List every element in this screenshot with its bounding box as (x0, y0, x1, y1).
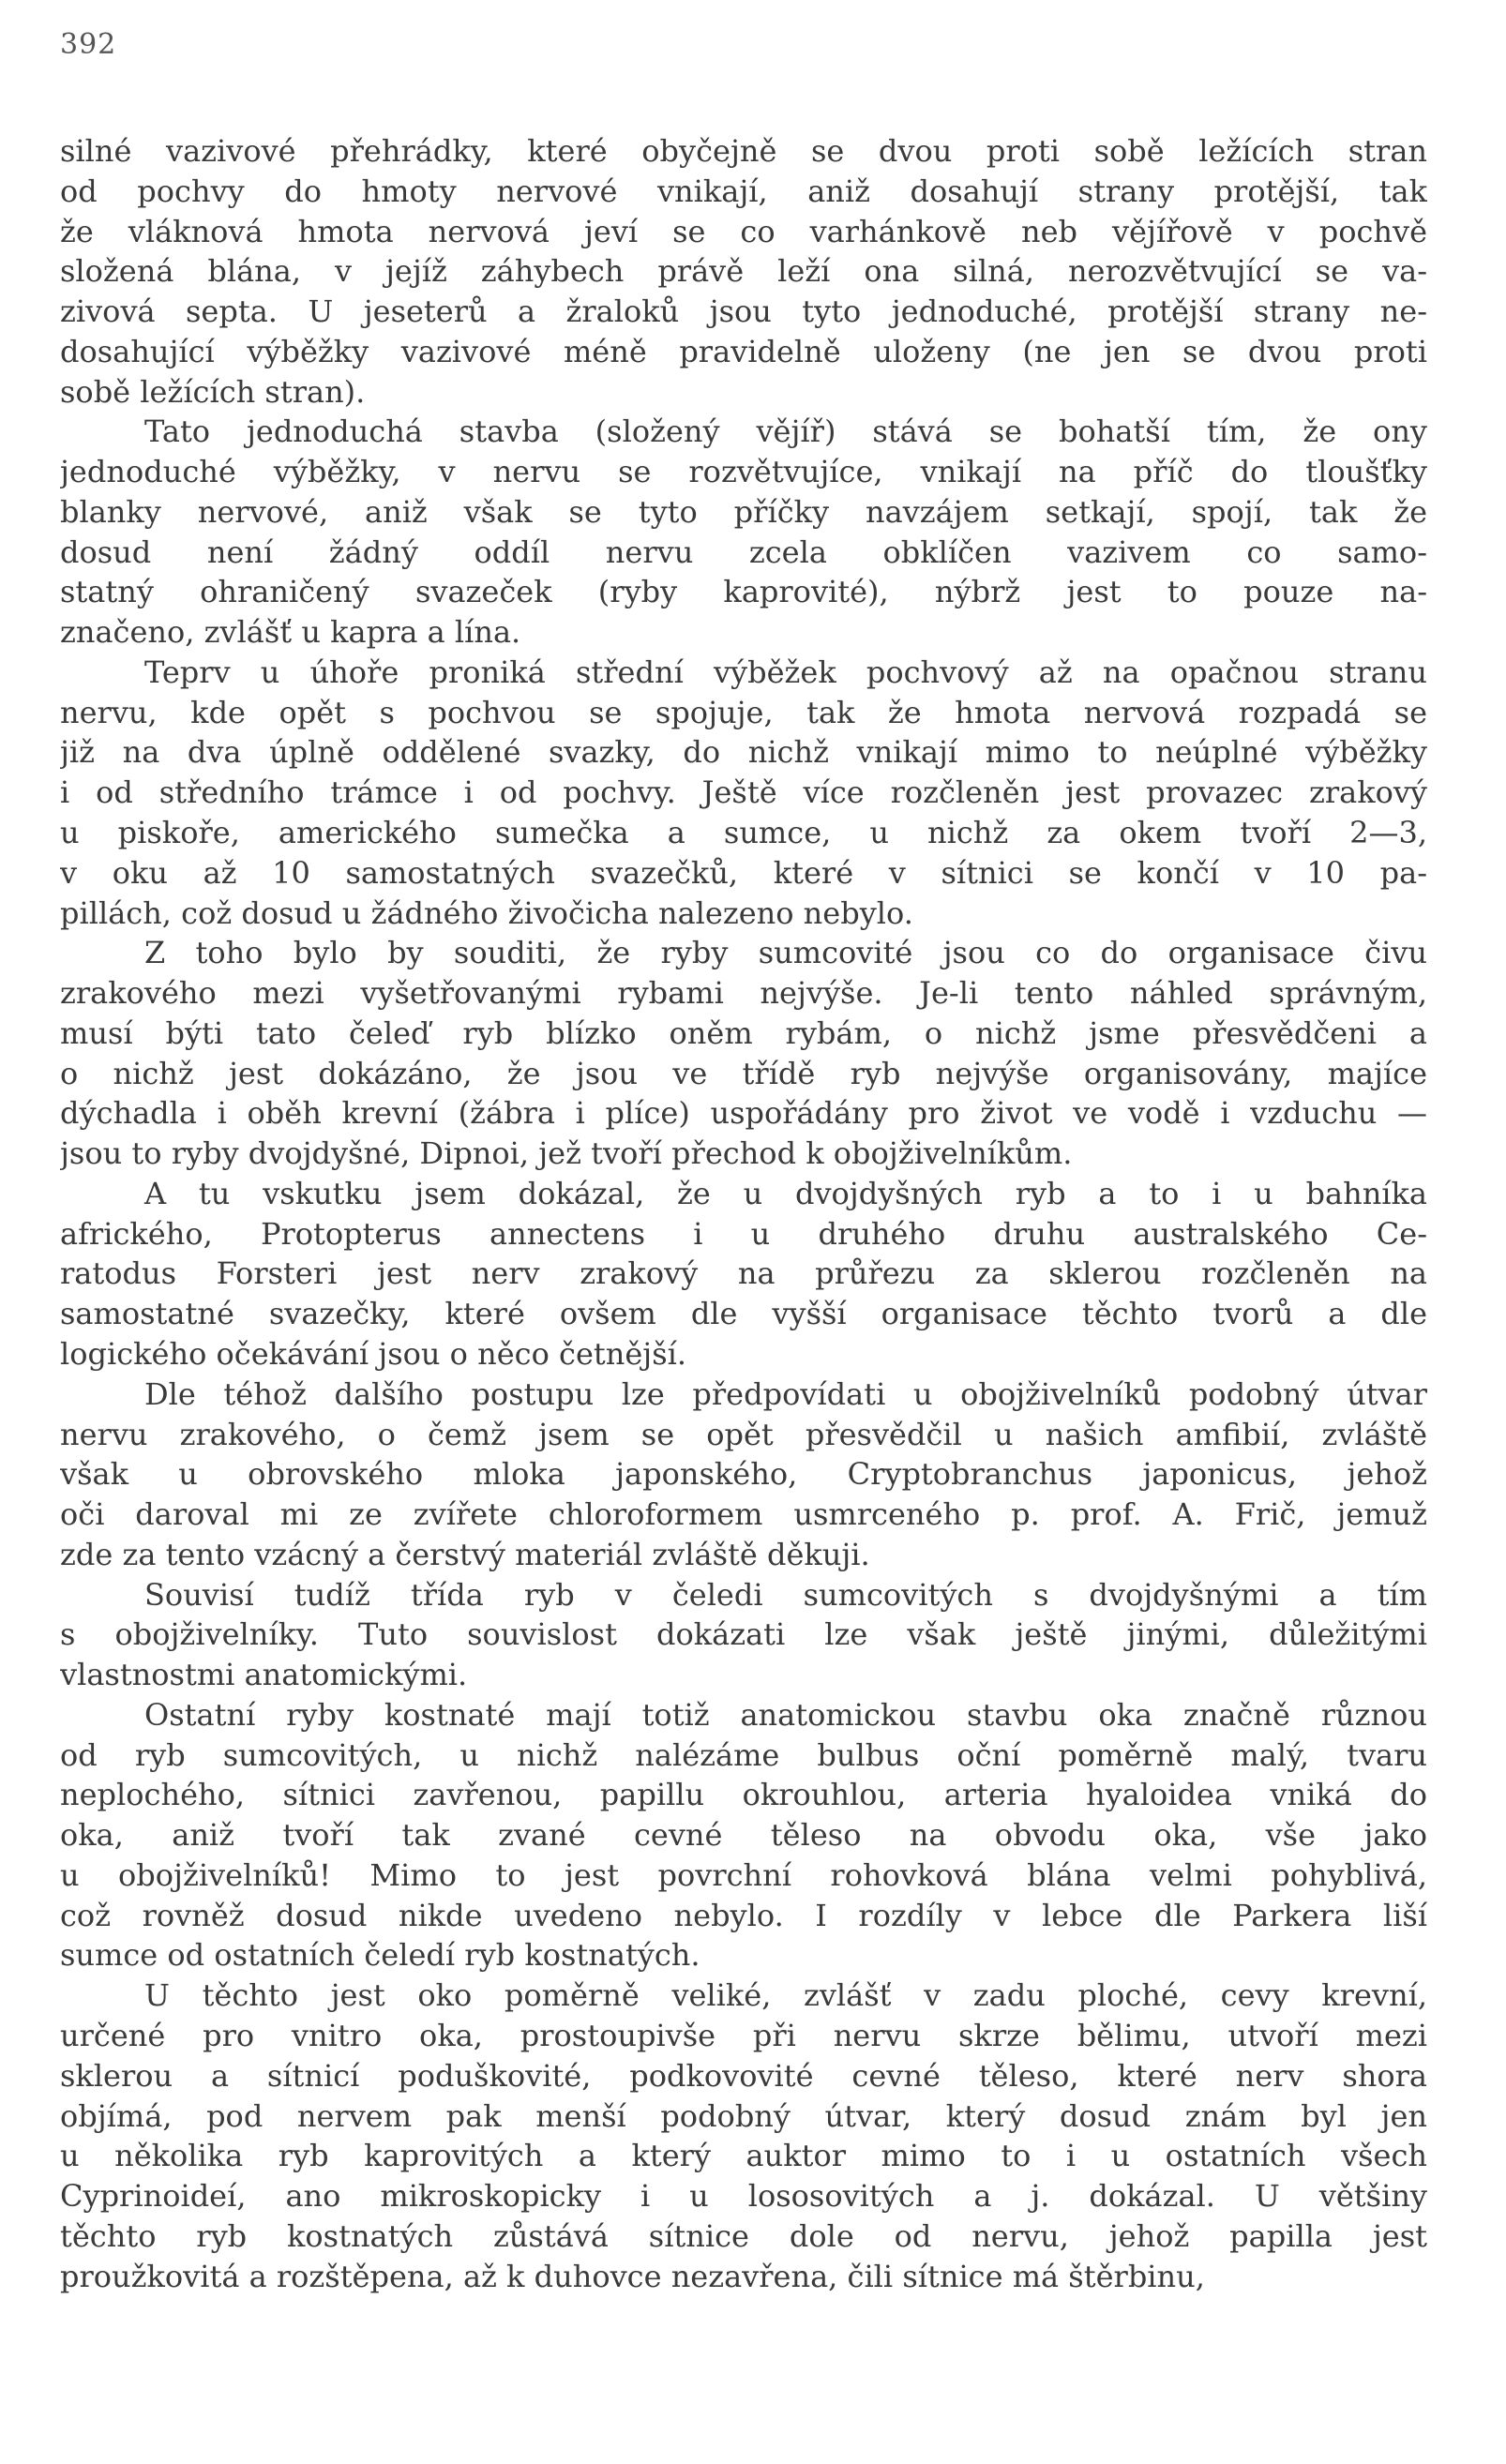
text-line: musí býti tato čeleď ryb blízko oněm rybám, o nichž jsme přesvědčeni a (60, 1014, 1427, 1051)
paragraph (60, 1695, 1427, 1976)
text-line: od ryb sumcovitých, u nichž nalézáme bulbus oční poměrně malý, tvaru (60, 1736, 1427, 1773)
text-line: těchto ryb kostnatých zůstává sítnice dole od nervu, jehož papilla jest (60, 2217, 1427, 2254)
text-line: v oku až 10 samostatných svazečků, které v sítnici se končí v 10 pa- (60, 854, 1427, 891)
text-line: samostatné svazečky, které ovšem dle vyšší organisace těchto tvorů a dle (60, 1296, 1427, 1332)
text-line: vlastnostmi anatomickými. (60, 1657, 468, 1693)
text-line: u piskoře, amerického sumečka a sumce, u nichž za okem tvoří 2—3, (60, 815, 1427, 851)
text-line: objímá, pod nervem pak menší podobný útvar, který dosud znám byl jen (60, 2097, 1427, 2134)
text-line: což rovněž dosud nikde uvedeno nebylo. I rozdíly v lebce dle Parkera liší (60, 1897, 1427, 1933)
text-line: sobě ležících stran). (60, 373, 366, 410)
text-line: Cyprinoideí, ano mikroskopicky i u lososovitých a j. dokázal. U většiny (60, 2178, 1427, 2215)
text-line: oči daroval mi ze zvířete chloroformem usmrceného p. prof. A. Frič, jemuž (60, 1496, 1427, 1533)
paragraph (60, 653, 1427, 933)
text-line: jsou to ryby dvojdyšné, Dipnoi, jež tvoří přechod k obojživelníkům. (60, 1135, 1073, 1172)
text-line: Tato jednoduchá stavba (složený vějíř) stává se bohatší tím, že ony (144, 413, 1427, 450)
text-line: dýchadla i oběh krevní (žábra i plíce) uspořádány pro život ve vodě i vzduchu — (60, 1095, 1427, 1132)
text-line: oka, aniž tvoří tak zvané cevné těleso na obvodu oka, vše jako (60, 1817, 1427, 1854)
text-line: jednoduché výběžky, v nervu se rozvětvujíce, vnikají na příč do tloušťky (60, 454, 1427, 490)
paragraph (60, 412, 1427, 653)
paragraph (60, 131, 1427, 412)
text-line: nervu zrakového, o čemž jsem se opět přesvědčil u našich amfibií, zvláště (60, 1416, 1427, 1452)
text-line: určené pro vnitro oka, prostoupivše při nervu skrze bělimu, utvoří mezi (60, 2017, 1427, 2053)
page-number: 392 (60, 28, 117, 61)
text-line: od pochvy do hmoty nervové vnikají, aniž dosahují strany protější, tak (60, 173, 1427, 209)
text-line: u několika ryb kaprovitých a který auktor mimo to i u ostatních všech (60, 2138, 1427, 2174)
text-line: neplochého, sítnici zavřenou, papillu okrouhlou, arteria hyaloidea vniká do (60, 1777, 1427, 1813)
paragraph (60, 1976, 1427, 2296)
text-line: zivová septa. U jeseterů a žraloků jsou tyto jednoduché, protější strany ne- (60, 293, 1427, 330)
paragraph (60, 1375, 1427, 1575)
text-line: dosahující výběžky vazivové méně pravidelně uloženy (ne jen se dvou proti (60, 333, 1427, 369)
text-line: že vláknová hmota nervová jeví se co varhánkově neb vějířově v pochvě (60, 213, 1427, 249)
text-line: sumce od ostatních čeledí ryb kostnatých. (60, 1937, 700, 1974)
text-line: Z toho bylo by souditi, že ryby sumcovité jsou co do organisace čivu (144, 935, 1427, 971)
text-line: Dle téhož dalšího postupu lze předpovídati u obojživelníků podobný útvar (144, 1375, 1427, 1412)
text-line: blanky nervové, aniž však se tyto příčky navzájem setkají, spojí, tak že (60, 493, 1427, 530)
text-line: již na dva úplně oddělené svazky, do nichž vnikají mimo to neúplné výběžky (60, 734, 1427, 771)
text-line: i od středního trámce i od pochvy. Ještě více rozčleněn jest provazec zrakový (60, 774, 1427, 811)
text-line: nervu, kde opět s pochvou se spojuje, tak že hmota nervová rozpadá se (60, 694, 1427, 730)
text-line: sklerou a sítnicí poduškovité, podkovovité cevné těleso, které nerv shora (60, 2057, 1427, 2094)
text-line: proužkovitá a rozštěpena, až k duhovce nezavřena, čili sítnice má štěrbinu, (60, 2258, 1205, 2294)
text-line: afrického, Protopterus annectens i u druhého druhu australského Ce- (60, 1215, 1427, 1252)
text-line: s obojživelníky. Tuto souvislost dokázati lze však ještě jinými, důležitými (60, 1616, 1427, 1653)
text-line: však u obrovského mloka japonského, Cryptobranchus japonicus, jehož (60, 1456, 1427, 1493)
text-line: Teprv u úhoře proniká střední výběžek pochvový až na opačnou stranu (144, 654, 1427, 690)
paragraph (60, 1575, 1427, 1695)
text-line: dosud není žádný oddíl nervu zcela obklíčen vazivem co samo- (60, 533, 1427, 570)
text-line: U těchto jest oko poměrně veliké, zvlášť v zadu ploché, cevy krevní, (144, 1977, 1427, 2014)
text-line: Souvisí tudíž třída ryb v čeledi sumcovitých s dvojdyšnými a tím (144, 1576, 1427, 1613)
text-line: ratodus Forsteri jest nerv zrakový na průřezu za sklerou rozčleněn na (60, 1255, 1427, 1292)
text-line: složená blána, v jejíž záhybech právě leží ona silná, nerozvětvující se va- (60, 253, 1427, 290)
text-line: logického očekávání jsou o něco četnější. (60, 1335, 687, 1372)
paragraph (60, 1174, 1427, 1375)
text-line: o nichž jest dokázáno, že jsou ve třídě ryb nejvýše organisovány, majíce (60, 1055, 1427, 1091)
text-line: značeno, zvlášť u kapra a lína. (60, 614, 521, 651)
paragraph (60, 933, 1427, 1174)
text-line: A tu vskutku jsem dokázal, že u dvojdyšných ryb a to i u bahníka (144, 1175, 1427, 1211)
text-line: statný ohraničený svazeček (ryby kaprovité), nýbrž jest to pouze na- (60, 574, 1427, 610)
text-line: zrakového mezi vyšetřovanými rybami nejvýše. Je-li tento náhled správným, (60, 975, 1427, 1012)
text-line: zde za tento vzácný a čerstvý materiál zvláště děkuji. (60, 1536, 870, 1572)
text-line: Ostatní ryby kostnaté mají totiž anatomickou stavbu oka značně různou (144, 1696, 1427, 1733)
text-line: pillách, což dosud u žádného živočicha nalezeno nebylo. (60, 894, 913, 931)
text-line: u obojživelníků! Mimo to jest povrchní rohovková blána velmi pohyblivá, (60, 1856, 1427, 1893)
body-text (60, 131, 1427, 2296)
text-line: silné vazivové přehrádky, které obyčejně se dvou proti sobě ležících stran (60, 133, 1427, 169)
